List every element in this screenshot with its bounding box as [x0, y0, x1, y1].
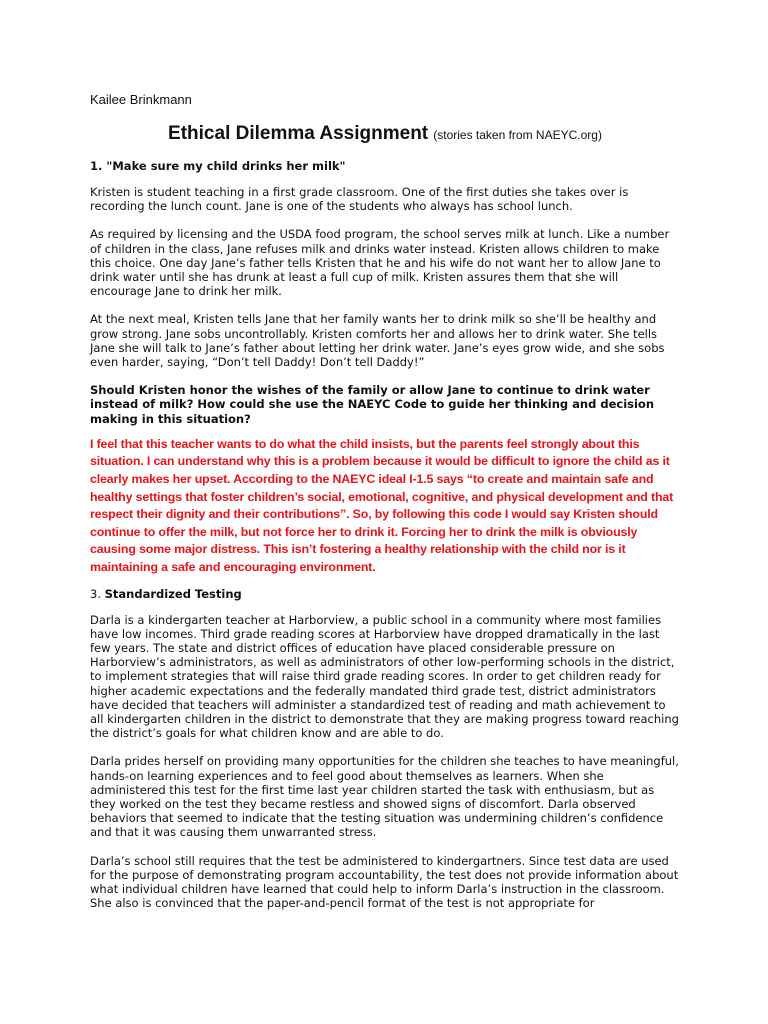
section-3-title: Standardized Testing	[104, 586, 242, 601]
section-1-answer: I feel that this teacher wants to do what the child insists, but the parents feel strongly about this situation. I can understand why this is a problem because it would be difficult to ignore the child as it clearly makes her upset. According to the NAEYC ideal I-1.5 says “to create and maintain safe and healthy settings that foster children’s social, emotional, cognitive, and physical development and that respect their dignity and their contributions”. So, by following this code I would say Kristen should continue to offer the milk, but not force her to drink it. Forcing her to drink the milk is obviously causing some major distress. This isn’t fostering a healthy relationship with the child nor is it maintaining a safe and encouraging environment.	[90, 436, 674, 574]
section-1-paragraph-1: Kristen is student teaching in a first grade classroom. One of the first duties she takes over is recording the lunch count. Jane is one of the students who always has school lunch.	[90, 185, 629, 214]
document-title-row	[90, 123, 680, 145]
author-name: Kailee Brinkmann	[90, 92, 192, 107]
section-1-paragraph-3: At the next meal, Kristen tells Jane that her family wants her to drink milk so she’ll be healthy and grow strong. Jane sobs uncontrollably. Kristen comforts her and allows her to drink water. She tells Jane she will talk to Jane’s father about letting her drink water. Jane’s eyes grow wide, and she sobs even harder, saying, “Don’t tell Daddy! Don’t tell Daddy!”	[90, 312, 665, 370]
document-title: Ethical Dilemma Assignment	[168, 123, 429, 144]
section-1-paragraph-2: As required by licensing and the USDA food program, the school serves milk at lunch. Like a number of children in the class, Jane refuses milk and drinks water instead. Kristen allows children to make this choice. One day Jane’s father tells Kristen that he and his wife do not want her to allow Jane to drink water until she has drunk at least a full cup of milk. Kristen assures them that she will encourage Jane to drink her milk.	[90, 227, 670, 299]
section-3-paragraph-3: Darla’s school still requires that the test be administered to kindergartners. Since test data are used for the purpose of demonstrating program accountability, the test does not provide information about what individual children have learned that could help to inform Darla’s instruction in the classroom. She also is convinced that the paper-and-pencil format of the test is not appropriate for	[90, 853, 679, 911]
section-3-heading	[90, 587, 680, 601]
document-title-source: (stories taken from NAEYC.org)	[433, 128, 602, 142]
document-page	[90, 92, 680, 924]
section-3-paragraph-1: Darla is a kindergarten teacher at Harborview, a public school in a community where most families have low incomes. Third grade reading scores at Harborview have dropped dramatically in the last few years. The state and district offices of education have placed considerable pressure on Harborview’s administrators, as well as administrators of other low-performing schools in the district, to implement strategies that will raise third grade reading scores. In order to get children ready for higher academic expectations and the federally mandated third grade test, district administrators have decided that teachers will administer a standardized test of reading and math achievement to all kindergarten children in the district to demonstrate that they are making progress toward reaching the district’s goals for what children know and are able to do.	[90, 612, 679, 741]
section-1-heading: 1. "Make sure my child drinks her milk"	[90, 159, 346, 173]
section-3-number: 3.	[90, 586, 101, 601]
section-3-paragraph-2: Darla prides herself on providing many opportunities for the children she teaches to have meaningful, hands-on learning experiences and to feel good about themselves as learners. When she administered this test for the first time last year children started the task with enthusiasm, but as they worked on the test they became restless and showed signs of discomfort. Darla observed behaviors that seemed to indicate that the testing situation was undermining children’s confidence and that it was causing them unwarranted stress.	[90, 754, 679, 840]
section-1-question: Should Kristen honor the wishes of the family or allow Jane to continue to drink water instead of milk? How could she use the NAEYC Code to guide her thinking and decision making in this situation?	[90, 383, 655, 426]
